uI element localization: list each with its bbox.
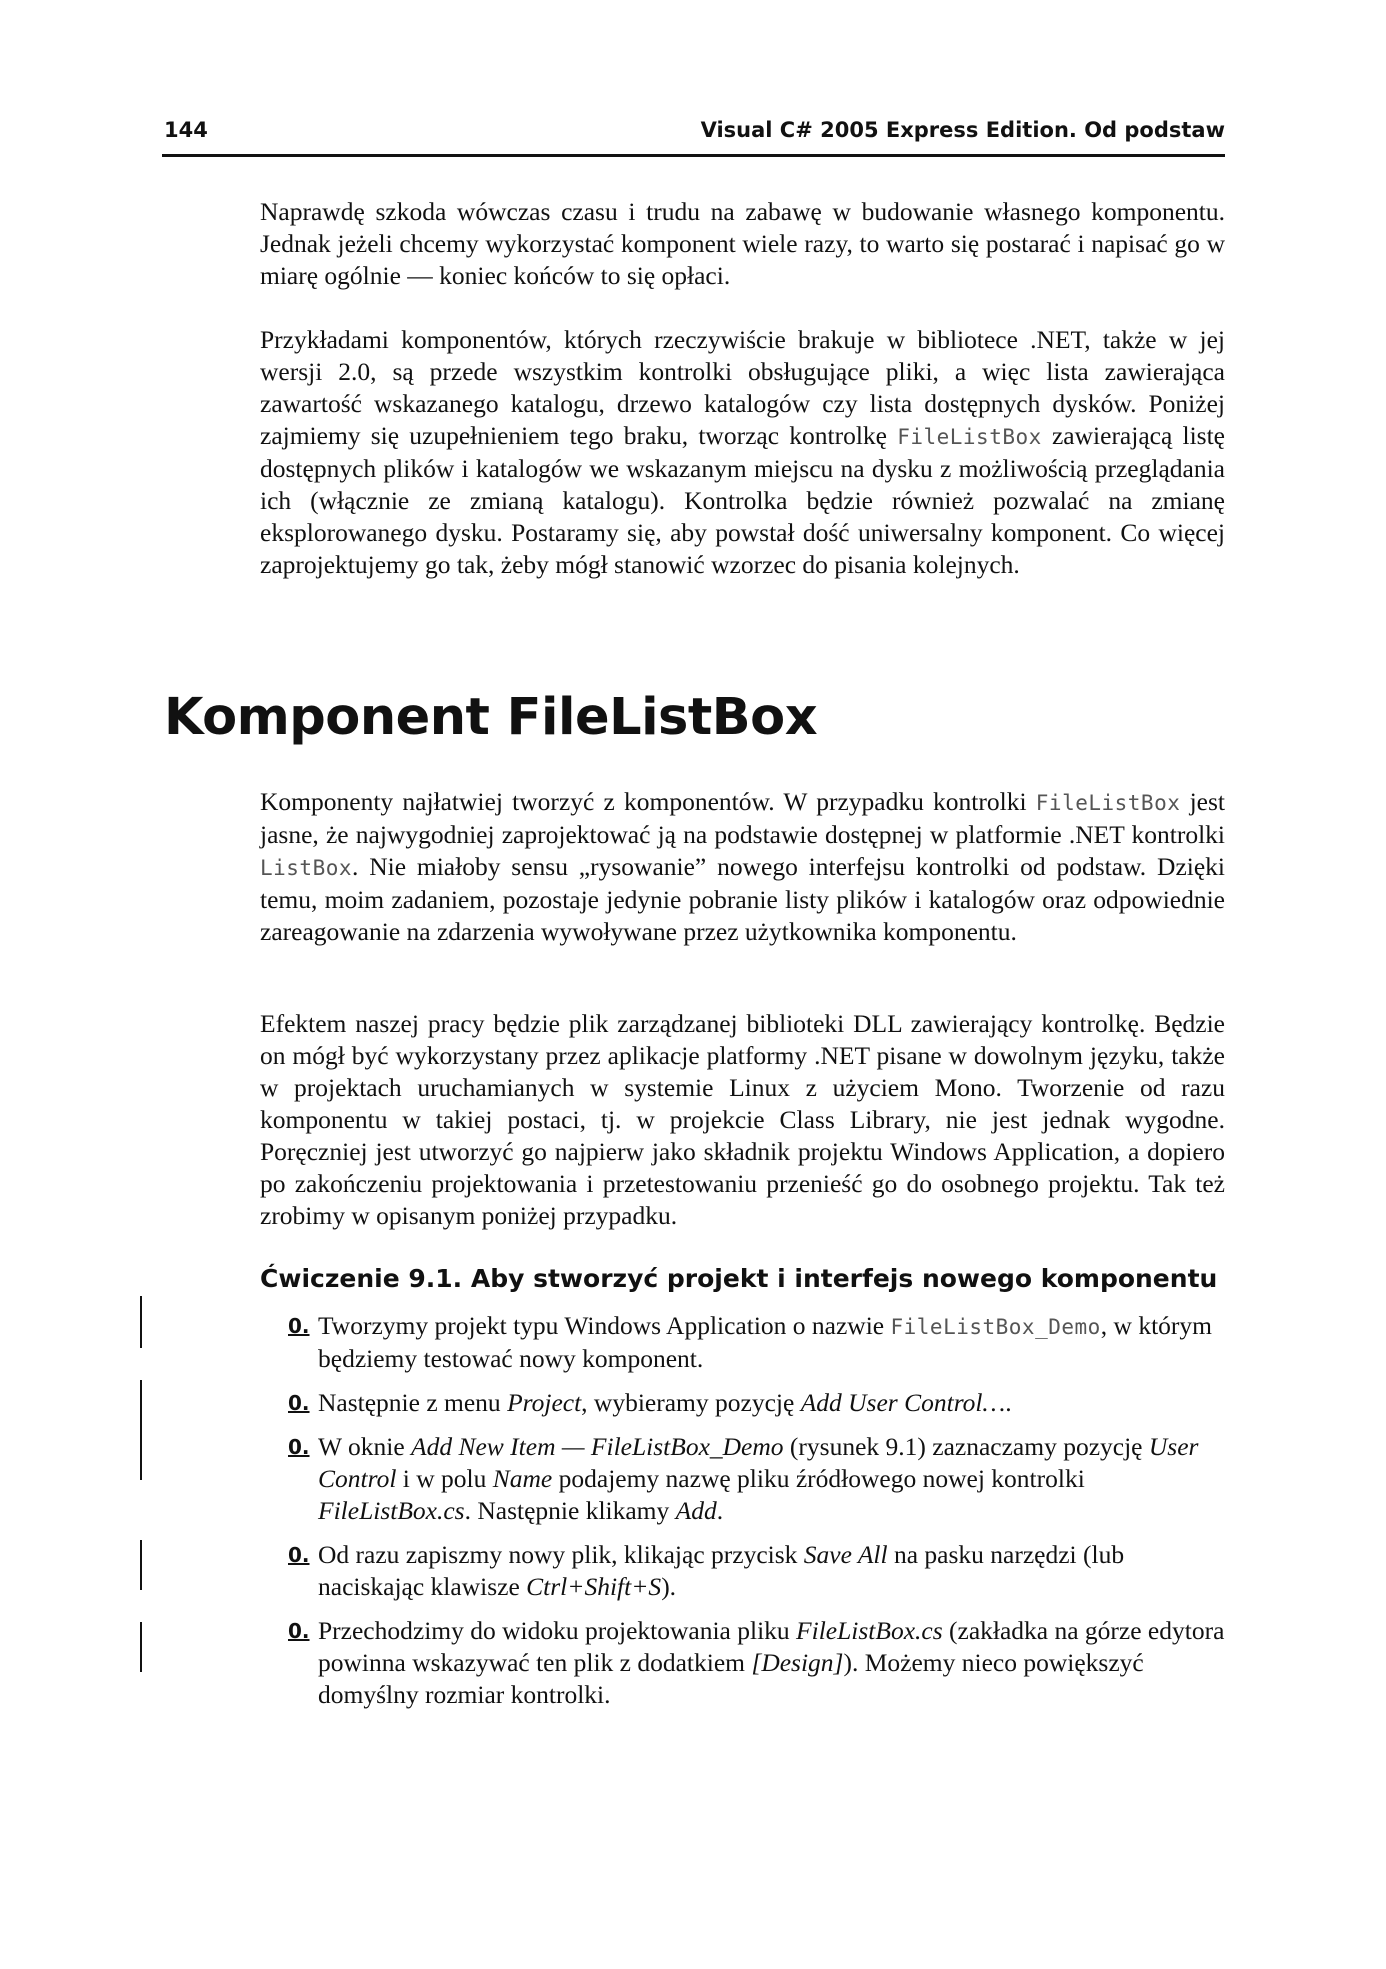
- list-item: 0. Przechodzimy do widoku projektowania pliku FileListBox.cs (zakładka na górze edytora powinna wskazywać ten plik z dodatkiem [Design]). Możemy nieco powiększyć domyślny rozmiar kontrolki.: [288, 1616, 1225, 1709]
- list-item: 0. Tworzymy projekt typu Windows Application o nazwie FileListBox_Demo, w którym będziemy testować nowy komponent.: [288, 1311, 1212, 1373]
- exercise-heading: Ćwiczenie 9.1. Aby stworzyć projekt i interfejs nowego komponentu: [260, 1264, 1218, 1293]
- intro-paragraph-1: Naprawdę szkoda wówczas czasu i trudu na zabawę w budowanie własnego komponentu. Jednak jeżeli chcemy wykorzystać komponent wiele razy, to warto się postarać i napisać go w miarę ogólnie — koniec końców to się opłaci.: [260, 197, 1225, 290]
- code-listbox: ListBox: [260, 856, 353, 880]
- list-item: 0. Od razu zapiszmy nowy plik, klikając przycisk Save All na pasku narzędzi (lub naciskając klawisze Ctrl+Shift+S).: [288, 1540, 1125, 1601]
- step-number: 0.: [288, 1314, 310, 1338]
- section-paragraph-2: Efektem naszej pracy będzie plik zarządzanej biblioteki DLL zawierający kontrolkę. Będzie on mógł być wykorzystany przez aplikacje platformy .NET pisane w dowolnym języku, także w projektach uruchamianych w systemie Linux z użyciem Mono. Tworzenie od razu komponentu w takiej postaci, tj. w projekcie Class Library, nie jest jednak wygodne. Poręczniej jest utworzyć go najpierw jako składnik projektu Windows Application, a dopiero po zakończeniu projektowania i przetestowaniu przenieść go do osobnego projektu. Tak też zrobimy w opisanym poniżej przypadku.: [260, 1009, 1225, 1230]
- intro-paragraph-2: Przykładami komponentów, których rzeczywiście brakuje w bibliotece .NET, także w jej wersji 2.0, są przede wszystkim kontrolki obsługujące pliki, a więc lista zawierająca zawartość wskazanego katalogu, drzewo katalogów czy lista dostępnych dysków. Poniżej zajmiemy się uzupełnieniem tego braku, tworząc kontrolkę FileListBox zawierającą listę dostępnych plików i katalogów we wskazanym miejscu na dysku z możliwością przeglądania ich (włącznie ze zmianą katalogu). Kontrolka będzie również pozwalać na zmianę eksplorowanego dysku. Postaramy się, aby powstał dość uniwersalny komponent. Co więcej zaprojektujemy go tak, żeby mógł stanowić wzorzec do pisania kolejnych.: [260, 325, 1225, 579]
- code-filelistbox: FileListBox: [1035, 791, 1181, 815]
- step-number: 0.: [288, 1619, 310, 1643]
- code-filelistbox: FileListBox: [897, 425, 1042, 449]
- step-number: 0.: [288, 1435, 310, 1459]
- step-number: 0.: [288, 1543, 310, 1567]
- change-bar: [140, 1622, 142, 1672]
- step-number: 0.: [288, 1391, 310, 1415]
- book-title: Visual C# 2005 Express Edition. Od podstaw: [700, 118, 1225, 142]
- section-paragraph-1: Komponenty najłatwiej tworzyć z komponentów. W przypadku kontrolki FileListBox jest jasne, że najwygodniej zaprojektować ją na podstawie dostępnej w platformie .NET kontrolki ListBox. Nie miałoby sensu „rysowanie” nowego interfejsu kontrolki od podstaw. Dzięki temu, moim zadaniem, pozostaje jedynie pobranie listy plików i katalogów oraz odpowiednie zareagowanie na zdarzenia wywoływane przez użytkownika komponentu.: [260, 787, 1225, 946]
- page-number: 144: [164, 118, 208, 142]
- exercise-steps: [260, 1310, 1225, 1711]
- list-item: 0. Następnie z menu Project, wybieramy pozycję Add User Control….: [288, 1388, 1012, 1417]
- running-header: [162, 118, 1225, 157]
- change-bar: [140, 1296, 142, 1348]
- change-bar: [140, 1540, 142, 1590]
- change-bar: [140, 1380, 142, 1480]
- section-heading: Komponent FileListBox: [164, 688, 818, 747]
- code-demo-project: FileListBox_Demo: [890, 1315, 1101, 1339]
- list-item: 0. W oknie Add New Item — FileListBox_Demo (rysunek 9.1) zaznaczamy pozycję User Control i w polu Name podajemy nazwę pliku źródłowego nowej kontrolki FileListBox.cs. Następnie klikamy Add.: [288, 1432, 1199, 1525]
